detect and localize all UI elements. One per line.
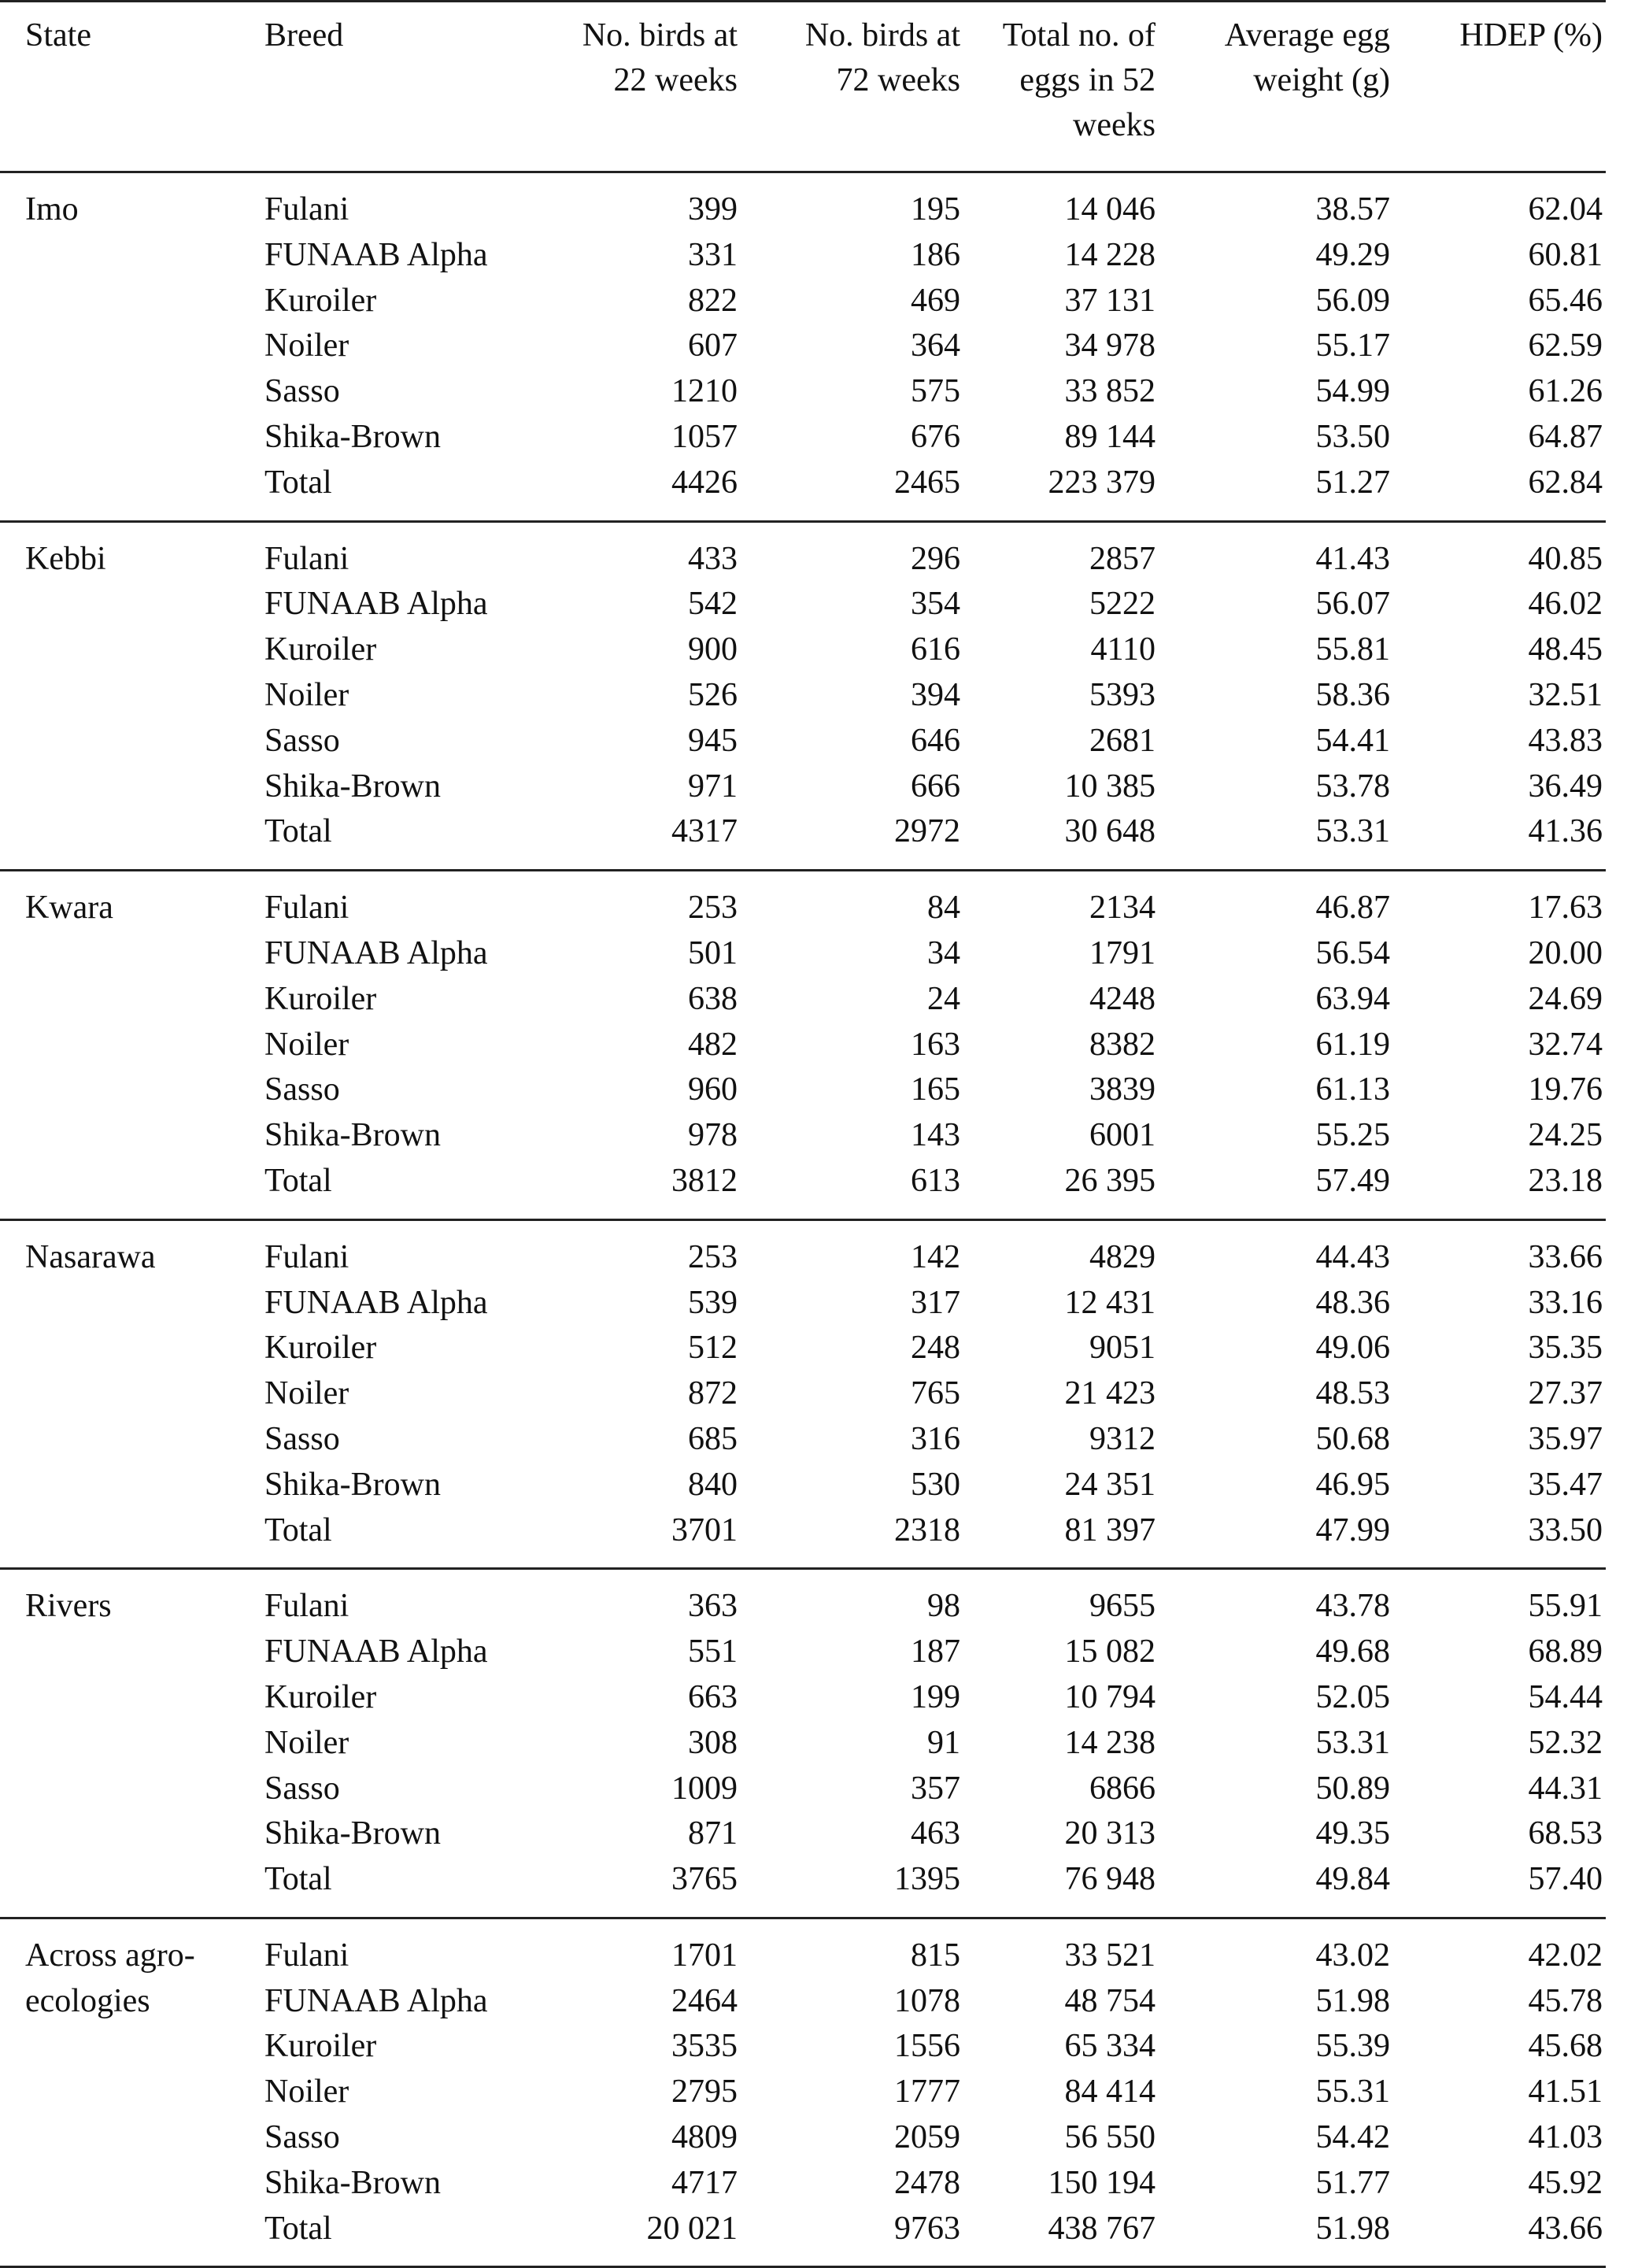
cell-birds-22-weeks: 685 [688,1420,738,1457]
cell-hdep: 43.66 [1528,2210,1603,2247]
table-row [0,1219,1606,1280]
cell-hdep: 48.45 [1528,631,1603,668]
cell-hdep: 17.63 [1528,890,1603,927]
cell-breed: Shika-Brown [264,418,441,455]
cell-birds-72-weeks: 248 [911,1330,960,1367]
cell-hdep: 41.36 [1528,813,1603,850]
cell-state [0,871,264,1220]
cell-breed: Sasso [264,722,340,759]
cell-breed: FUNAAB Alpha [264,236,488,273]
cell-average-egg-weight: 61.19 [1315,1026,1390,1063]
cell-birds-72-weeks: 143 [911,1117,960,1154]
cell-birds-72-weeks: 357 [911,1770,960,1807]
header-total-eggs-text: Total no. of eggs in 52 weeks [1002,17,1156,143]
cell-birds-72-weeks: 186 [911,236,960,273]
cell-hdep: 57.40 [1528,1861,1603,1898]
cell-birds-72-weeks: 84 [927,890,960,927]
header-total-eggs [960,2,1156,172]
cell-breed: Sasso [264,373,340,410]
cell-birds-72-weeks: 1777 [894,2074,960,2111]
cell-total-eggs: 84 414 [1064,2074,1156,2111]
cell-hdep: 43.83 [1528,722,1603,759]
cell-average-egg-weight: 56.54 [1315,934,1390,971]
cell-state [0,1219,264,1569]
cell-total-eggs: 30 648 [1064,813,1156,850]
cell-total-eggs: 3839 [1089,1071,1156,1108]
cell-birds-22-weeks: 2464 [671,1982,738,2019]
cell-birds-22-weeks: 960 [688,1071,738,1108]
cell-total-eggs: 56 550 [1064,2119,1156,2156]
cell-birds-72-weeks: 613 [911,1162,960,1199]
cell-breed: Shika-Brown [264,1815,441,1852]
cell-breed: Kuroiler [264,2028,377,2065]
cell-birds-72-weeks: 2465 [894,464,960,501]
cell-breed: FUNAAB Alpha [264,586,488,623]
state-group [0,1219,1606,1569]
table-row [0,871,1606,931]
cell-birds-22-weeks: 20 021 [646,2210,738,2247]
cell-birds-22-weeks: 1210 [671,373,738,410]
cell-breed: Shika-Brown [264,1466,441,1503]
cell-birds-72-weeks: 91 [927,1724,960,1761]
state-group [0,1918,1606,2267]
cell-average-egg-weight: 47.99 [1315,1511,1390,1548]
cell-birds-22-weeks: 1057 [671,418,738,455]
cell-average-egg-weight: 44.43 [1315,1238,1390,1275]
cell-breed: Shika-Brown [264,768,441,805]
cell-birds-72-weeks: 1078 [894,1982,960,2019]
cell-hdep: 33.50 [1528,1511,1603,1548]
cell-birds-72-weeks: 646 [911,722,960,759]
cell-birds-22-weeks: 822 [688,282,738,319]
cell-birds-72-weeks: 34 [927,934,960,971]
cell-breed: Fulani [264,540,349,577]
cell-birds-72-weeks: 666 [911,768,960,805]
cell-total-eggs: 10 385 [1064,768,1156,805]
cell-total-eggs: 14 238 [1064,1724,1156,1761]
cell-breed: Fulani [264,1238,349,1275]
cell-birds-22-weeks: 1701 [671,1937,738,1974]
header-state: State [25,17,91,54]
cell-average-egg-weight: 50.68 [1315,1420,1390,1457]
cell-birds-72-weeks: 9763 [894,2210,960,2247]
state-name: Nasarawa [25,1238,156,1275]
cell-breed: FUNAAB Alpha [264,1633,488,1670]
cell-birds-22-weeks: 526 [688,676,738,713]
cell-birds-72-weeks: 575 [911,373,960,410]
cell-total-eggs: 12 431 [1064,1284,1156,1321]
cell-average-egg-weight: 49.84 [1315,1861,1390,1898]
cell-hdep: 55.91 [1528,1588,1603,1625]
cell-birds-22-weeks: 4717 [671,2164,738,2201]
cell-average-egg-weight: 55.39 [1315,2028,1390,2065]
cell-total-eggs: 33 852 [1064,373,1156,410]
cell-breed: Total [264,1511,332,1548]
cell-birds-22-weeks: 945 [688,722,738,759]
cell-hdep: 40.85 [1528,540,1603,577]
cell-average-egg-weight: 49.35 [1315,1815,1390,1852]
cell-breed: FUNAAB Alpha [264,1982,488,2019]
cell-birds-22-weeks: 512 [688,1330,738,1367]
cell-birds-72-weeks: 163 [911,1026,960,1063]
cell-total-eggs: 4829 [1089,1238,1156,1275]
cell-birds-22-weeks: 3701 [671,1511,738,1548]
cell-birds-72-weeks: 98 [927,1588,960,1625]
cell-total-eggs: 20 313 [1064,1815,1156,1852]
cell-breed: Total [264,1861,332,1898]
cell-total-eggs: 9051 [1089,1330,1156,1367]
cell-birds-22-weeks: 2795 [671,2074,738,2111]
cell-birds-22-weeks: 363 [688,1588,738,1625]
cell-birds-22-weeks: 253 [688,1238,738,1275]
cell-average-egg-weight: 41.43 [1315,540,1390,577]
cell-hdep: 65.46 [1528,282,1603,319]
cell-birds-72-weeks: 530 [911,1466,960,1503]
cell-breed: Noiler [264,1375,349,1412]
cell-hdep: 35.35 [1528,1330,1603,1367]
cell-breed: FUNAAB Alpha [264,934,488,971]
cell-breed: Sasso [264,2119,340,2156]
cell-breed: Kuroiler [264,1678,377,1715]
cell-birds-22-weeks: 539 [688,1284,738,1321]
cell-average-egg-weight: 51.77 [1315,2164,1390,2201]
cell-total-eggs: 4248 [1089,980,1156,1017]
cell-birds-22-weeks: 308 [688,1724,738,1761]
cell-hdep: 60.81 [1528,236,1603,273]
cell-birds-72-weeks: 199 [911,1678,960,1715]
cell-total-eggs: 5393 [1089,676,1156,713]
cell-total-eggs: 65 334 [1064,2028,1156,2065]
header-row [0,2,1606,172]
cell-hdep: 19.76 [1528,1071,1603,1108]
header-hdep: HDEP (%) [1459,17,1603,54]
cell-average-egg-weight: 51.27 [1315,464,1390,501]
state-name: Kwara [25,890,113,927]
cell-hdep: 23.18 [1528,1162,1603,1199]
cell-hdep: 45.78 [1528,1982,1603,2019]
cell-average-egg-weight: 54.41 [1315,722,1390,759]
cell-average-egg-weight: 43.02 [1315,1937,1390,1974]
cell-birds-72-weeks: 317 [911,1284,960,1321]
cell-average-egg-weight: 46.87 [1315,890,1390,927]
cell-average-egg-weight: 43.78 [1315,1588,1390,1625]
cell-birds-22-weeks: 253 [688,890,738,927]
cell-birds-72-weeks: 354 [911,586,960,623]
cell-average-egg-weight: 53.31 [1315,1724,1390,1761]
cell-birds-22-weeks: 551 [688,1633,738,1670]
cell-breed: Total [264,1162,332,1199]
table-row [0,1918,1606,1978]
cell-total-eggs: 2857 [1089,540,1156,577]
cell-birds-22-weeks: 433 [688,540,738,577]
cell-birds-22-weeks: 4809 [671,2119,738,2156]
cell-hdep: 62.84 [1528,464,1603,501]
cell-hdep: 62.04 [1528,191,1603,228]
cell-average-egg-weight: 61.13 [1315,1071,1390,1108]
cell-breed: Shika-Brown [264,2164,441,2201]
cell-breed: Sasso [264,1420,340,1457]
cell-birds-22-weeks: 871 [688,1815,738,1852]
cell-birds-72-weeks: 2318 [894,1511,960,1548]
cell-hdep: 20.00 [1528,934,1603,971]
cell-birds-22-weeks: 542 [688,586,738,623]
header-birds-72-weeks [738,2,960,172]
cell-hdep: 35.47 [1528,1466,1603,1503]
state-group [0,1569,1606,1918]
cell-total-eggs: 37 131 [1064,282,1156,319]
cell-birds-22-weeks: 3765 [671,1861,738,1898]
cell-hdep: 36.49 [1528,768,1603,805]
table-row [0,1569,1606,1630]
header-birds-72-weeks-text: No. birds at 72 weeks [804,17,960,98]
cell-average-egg-weight: 49.29 [1315,236,1390,273]
cell-total-eggs: 34 978 [1064,327,1156,364]
cell-birds-22-weeks: 501 [688,934,738,971]
cell-breed: Noiler [264,1724,349,1761]
cell-hdep: 33.66 [1528,1238,1603,1275]
cell-birds-22-weeks: 4317 [671,813,738,850]
cell-breed: Sasso [264,1770,340,1807]
cell-birds-72-weeks: 165 [911,1071,960,1108]
cell-breed: FUNAAB Alpha [264,1284,488,1321]
cell-total-eggs: 14 046 [1064,191,1156,228]
cell-birds-72-weeks: 815 [911,1937,960,1974]
cell-breed: Kuroiler [264,631,377,668]
cell-average-egg-weight: 55.31 [1315,2074,1390,2111]
cell-total-eggs: 4110 [1090,631,1156,668]
cell-state [0,1918,264,2267]
cell-birds-72-weeks: 24 [927,980,960,1017]
cell-breed: Noiler [264,327,349,364]
cell-average-egg-weight: 54.99 [1315,373,1390,410]
cell-hdep: 68.89 [1528,1633,1603,1670]
cell-average-egg-weight: 54.42 [1315,2119,1390,2156]
cell-breed: Kuroiler [264,282,377,319]
cell-hdep: 32.51 [1528,676,1603,713]
cell-breed: Kuroiler [264,980,377,1017]
cell-average-egg-weight: 48.36 [1315,1284,1390,1321]
cell-breed: Fulani [264,191,349,228]
cell-birds-72-weeks: 469 [911,282,960,319]
cell-hdep: 64.87 [1528,418,1603,455]
cell-birds-22-weeks: 331 [688,236,738,273]
cell-birds-22-weeks: 638 [688,980,738,1017]
cell-birds-22-weeks: 872 [688,1375,738,1412]
cell-birds-72-weeks: 676 [911,418,960,455]
cell-average-egg-weight: 55.17 [1315,327,1390,364]
cell-total-eggs: 89 144 [1064,418,1156,455]
cell-birds-22-weeks: 978 [688,1117,738,1154]
cell-birds-72-weeks: 765 [911,1375,960,1412]
cell-breed: Fulani [264,890,349,927]
cell-total-eggs: 24 351 [1064,1466,1156,1503]
cell-average-egg-weight: 58.36 [1315,676,1390,713]
cell-total-eggs: 6001 [1089,1117,1156,1154]
cell-total-eggs: 9312 [1089,1420,1156,1457]
cell-average-egg-weight: 49.06 [1315,1330,1390,1367]
cell-birds-72-weeks: 142 [911,1238,960,1275]
cell-average-egg-weight: 51.98 [1315,2210,1390,2247]
state-name: Imo [25,191,79,228]
cell-birds-22-weeks: 971 [688,768,738,805]
cell-average-egg-weight: 52.05 [1315,1678,1390,1715]
cell-breed: Shika-Brown [264,1117,441,1154]
cell-hdep: 35.97 [1528,1420,1603,1457]
cell-birds-22-weeks: 840 [688,1466,738,1503]
cell-average-egg-weight: 53.50 [1315,418,1390,455]
cell-breed: Total [264,2210,332,2247]
cell-birds-72-weeks: 1395 [894,1861,960,1898]
cell-birds-22-weeks: 399 [688,191,738,228]
cell-birds-72-weeks: 394 [911,676,960,713]
cell-average-egg-weight: 51.98 [1315,1982,1390,2019]
cell-breed: Fulani [264,1588,349,1625]
cell-hdep: 27.37 [1528,1375,1603,1412]
cell-breed: Noiler [264,1026,349,1063]
cell-hdep: 68.53 [1528,1815,1603,1852]
cell-total-eggs: 5222 [1089,586,1156,623]
cell-total-eggs: 6866 [1089,1770,1156,1807]
cell-birds-72-weeks: 2478 [894,2164,960,2201]
cell-birds-72-weeks: 2972 [894,813,960,850]
cell-total-eggs: 9655 [1089,1588,1156,1625]
cell-hdep: 54.44 [1528,1678,1603,1715]
cell-breed: Fulani [264,1937,349,1974]
cell-average-egg-weight: 46.95 [1315,1466,1390,1503]
state-group [0,172,1606,522]
cell-total-eggs: 1791 [1089,934,1156,971]
header-birds-22-weeks [516,2,738,172]
cell-average-egg-weight: 55.25 [1315,1117,1390,1154]
cell-birds-22-weeks: 482 [688,1026,738,1063]
cell-birds-72-weeks: 616 [911,631,960,668]
state-group [0,871,1606,1220]
cell-birds-72-weeks: 195 [911,191,960,228]
cell-state [0,1569,264,1918]
cell-state [0,172,264,522]
cell-birds-72-weeks: 364 [911,327,960,364]
cell-average-egg-weight: 50.89 [1315,1770,1390,1807]
cell-hdep: 41.51 [1528,2074,1603,2111]
cell-average-egg-weight: 38.57 [1315,191,1390,228]
cell-total-eggs: 10 794 [1064,1678,1156,1715]
cell-total-eggs: 8382 [1089,1026,1156,1063]
cell-breed: Sasso [264,1071,340,1108]
cell-birds-72-weeks: 463 [911,1815,960,1852]
header-average-egg-weight-text: Average egg weight (g) [1224,17,1390,98]
cell-breed: Noiler [264,2074,349,2111]
cell-total-eggs: 81 397 [1064,1511,1156,1548]
header-average-egg-weight [1156,2,1390,172]
cell-birds-22-weeks: 663 [688,1678,738,1715]
cell-birds-22-weeks: 3535 [671,2028,738,2065]
cell-state [0,521,264,871]
cell-birds-22-weeks: 4426 [671,464,738,501]
table-row [0,172,1606,233]
cell-total-eggs: 48 754 [1064,1982,1156,2019]
cell-total-eggs: 2681 [1089,722,1156,759]
cell-birds-72-weeks: 316 [911,1420,960,1457]
cell-total-eggs: 76 948 [1064,1861,1156,1898]
cell-breed: Total [264,813,332,850]
header-birds-22-weeks-text: No. birds at 22 weeks [582,17,738,98]
cell-breed: Total [264,464,332,501]
cell-total-eggs: 14 228 [1064,236,1156,273]
cell-birds-22-weeks: 3812 [671,1162,738,1199]
cell-average-egg-weight: 53.78 [1315,768,1390,805]
cell-hdep: 44.31 [1528,1770,1603,1807]
cell-hdep: 62.59 [1528,327,1603,364]
cell-average-egg-weight: 49.68 [1315,1633,1390,1670]
cell-hdep: 41.03 [1528,2119,1603,2156]
cell-birds-22-weeks: 1009 [671,1770,738,1807]
state-name: Kebbi [25,540,106,577]
cell-hdep: 45.92 [1528,2164,1603,2201]
cell-breed: Noiler [264,676,349,713]
cell-birds-72-weeks: 296 [911,540,960,577]
cell-hdep: 33.16 [1528,1284,1603,1321]
cell-hdep: 24.25 [1528,1117,1603,1154]
cell-average-egg-weight: 57.49 [1315,1162,1390,1199]
cell-average-egg-weight: 55.81 [1315,631,1390,668]
cell-hdep: 24.69 [1528,980,1603,1017]
cell-total-eggs: 2134 [1089,890,1156,927]
cell-total-eggs: 26 395 [1064,1162,1156,1199]
state-name: Across agro-ecologies [25,1937,195,2019]
cell-hdep: 46.02 [1528,586,1603,623]
cell-hdep: 45.68 [1528,2028,1603,2065]
cell-birds-72-weeks: 187 [911,1633,960,1670]
cell-total-eggs: 21 423 [1064,1375,1156,1412]
cell-birds-72-weeks: 2059 [894,2119,960,2156]
cell-average-egg-weight: 53.31 [1315,813,1390,850]
cell-average-egg-weight: 56.07 [1315,586,1390,623]
cell-hdep: 52.32 [1528,1724,1603,1761]
cell-total-eggs: 15 082 [1064,1633,1156,1670]
cell-hdep: 42.02 [1528,1937,1603,1974]
cell-average-egg-weight: 63.94 [1315,980,1390,1017]
cell-breed: Kuroiler [264,1330,377,1367]
cell-hdep: 32.74 [1528,1026,1603,1063]
cell-birds-22-weeks: 900 [688,631,738,668]
cell-total-eggs: 438 767 [1048,2210,1156,2247]
cell-total-eggs: 150 194 [1048,2164,1156,2201]
cell-hdep: 61.26 [1528,373,1603,410]
cell-average-egg-weight: 56.09 [1315,282,1390,319]
cell-average-egg-weight: 48.53 [1315,1375,1390,1412]
state-group [0,521,1606,871]
table-row [0,521,1606,582]
cell-total-eggs: 33 521 [1064,1937,1156,1974]
header-breed: Breed [264,17,344,54]
cell-birds-22-weeks: 607 [688,327,738,364]
cell-total-eggs: 223 379 [1048,464,1156,501]
cell-birds-72-weeks: 1556 [894,2028,960,2065]
state-name: Rivers [25,1588,112,1625]
table-header [0,2,1606,172]
